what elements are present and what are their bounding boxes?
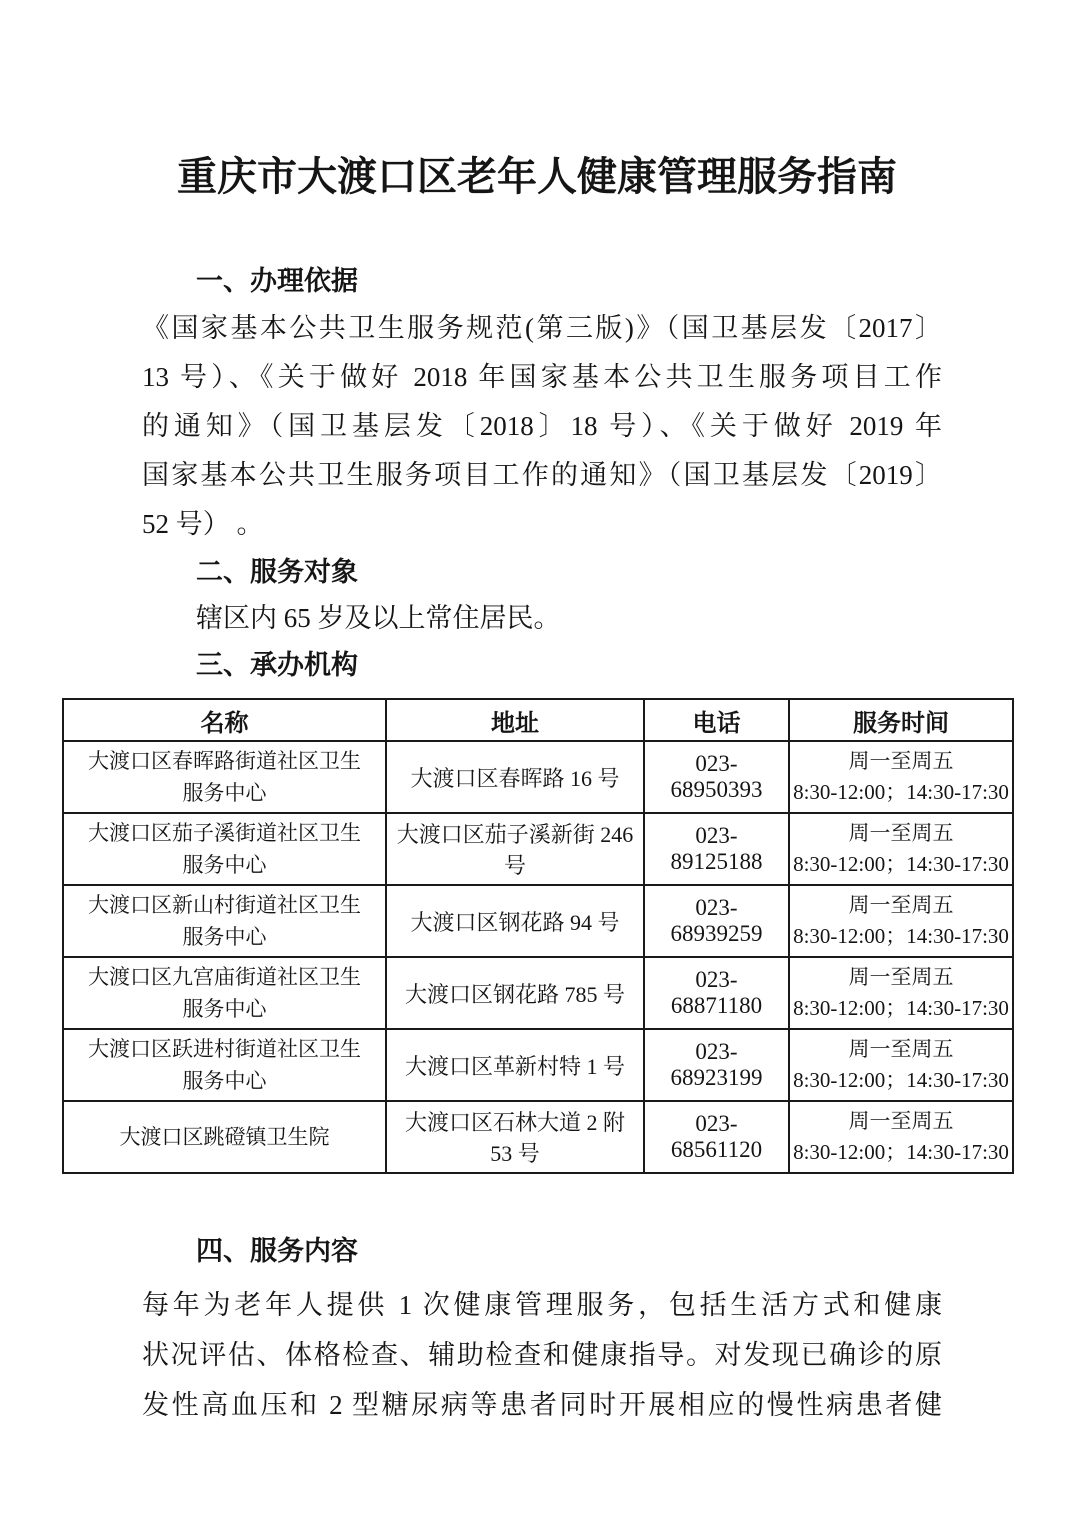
column-header-hours: 服务时间 [789, 699, 1013, 741]
cell-agency-name: 大渡口区新山村街道社区卫生服务中心 [63, 885, 386, 957]
section-basis-paragraph [142, 304, 942, 549]
paragraph-line: 52 号） 。 [142, 509, 264, 539]
agencies-table-header [63, 699, 1013, 741]
cell-agency-address: 大渡口区春晖路 16 号 [386, 741, 644, 813]
section-basis [142, 258, 942, 688]
agencies-table [62, 698, 1014, 1174]
schedule-hours: 8:30-12:00；14:30-17:30 [793, 1068, 1009, 1092]
column-header-phone: 电话 [644, 699, 789, 741]
paragraph-line: 状况评估、体格检查、辅助检查和健康指导。对发现已确诊的原 [142, 1340, 942, 1370]
cell-agency-phone: 023-68923199 [644, 1029, 789, 1101]
cell-agency-address: 大渡口区石林大道 2 附 53 号 [386, 1101, 644, 1173]
table-row [63, 957, 1013, 1029]
section-content-paragraph [142, 1280, 942, 1430]
schedule-hours: 8:30-12:00；14:30-17:30 [793, 1140, 1009, 1164]
schedule-days: 周一至周五 [848, 749, 954, 773]
cell-agency-name: 大渡口区九宫庙街道社区卫生服务中心 [63, 957, 386, 1029]
section-agencies-heading: 三、承办机构 [196, 650, 358, 680]
cell-agency-phone: 023-68939259 [644, 885, 789, 957]
schedule-days: 周一至周五 [848, 893, 954, 917]
cell-agency-name: 大渡口区茄子溪街道社区卫生服务中心 [63, 813, 386, 885]
cell-agency-schedule [789, 957, 1013, 1029]
table-row [63, 1101, 1013, 1173]
paragraph-line: 《国家基本公共卫生服务规范(第三版)》（国卫基层发〔2017〕 [142, 313, 942, 343]
table-row [63, 1029, 1013, 1101]
cell-agency-name: 大渡口区春晖路街道社区卫生服务中心 [63, 741, 386, 813]
section-target-body: 辖区内 65 岁及以上常住居民。 [196, 603, 561, 633]
cell-agency-schedule [789, 1029, 1013, 1101]
cell-agency-phone: 023-68871180 [644, 957, 789, 1029]
cell-agency-schedule [789, 741, 1013, 813]
schedule-days: 周一至周五 [848, 1037, 954, 1061]
cell-agency-address: 大渡口区革新村特 1 号 [386, 1029, 644, 1101]
paragraph-line: 每年为老年人提供 1 次健康管理服务，包括生活方式和健康 [142, 1290, 942, 1320]
table-row [63, 885, 1013, 957]
column-header-name: 名称 [63, 699, 386, 741]
schedule-days: 周一至周五 [848, 1109, 954, 1133]
schedule-days: 周一至周五 [848, 821, 954, 845]
cell-agency-phone: 023-68561120 [644, 1101, 789, 1173]
header-row [63, 699, 1013, 741]
cell-agency-schedule [789, 885, 1013, 957]
schedule-hours: 8:30-12:00；14:30-17:30 [793, 996, 1009, 1020]
column-header-address: 地址 [386, 699, 644, 741]
cell-agency-address: 大渡口区钢花路 785 号 [386, 957, 644, 1029]
cell-agency-phone: 023-68950393 [644, 741, 789, 813]
table-row [63, 813, 1013, 885]
section-target-heading: 二、服务对象 [196, 557, 358, 587]
section-basis-heading: 一、办理依据 [196, 266, 358, 296]
table-row [63, 741, 1013, 813]
schedule-days: 周一至周五 [848, 965, 954, 989]
cell-agency-name: 大渡口区跳磴镇卫生院 [63, 1101, 386, 1173]
agencies-table-body [63, 741, 1013, 1173]
cell-agency-address: 大渡口区钢花路 94 号 [386, 885, 644, 957]
cell-agency-address: 大渡口区茄子溪新街 246 号 [386, 813, 644, 885]
cell-agency-name: 大渡口区跃进村街道社区卫生服务中心 [63, 1029, 386, 1101]
paragraph-line: 国家基本公共卫生服务项目工作的通知》（国卫基层发〔2019〕 [142, 460, 942, 490]
section-content-heading: 四、服务内容 [196, 1236, 358, 1266]
schedule-hours: 8:30-12:00；14:30-17:30 [793, 924, 1009, 948]
paragraph-line: 13 号）、《关于做好 2018 年国家基本公共卫生服务项目工作 [142, 362, 942, 392]
cell-agency-schedule [789, 1101, 1013, 1173]
schedule-hours: 8:30-12:00；14:30-17:30 [793, 780, 1009, 804]
cell-agency-schedule [789, 813, 1013, 885]
cell-agency-phone: 023-89125188 [644, 813, 789, 885]
section-content [142, 1230, 942, 1430]
paragraph-line: 发性高血压和 2 型糖尿病等患者同时开展相应的慢性病患者健 [142, 1390, 942, 1420]
document-title: 重庆市大渡口区老年人健康管理服务指南 [177, 154, 897, 199]
schedule-hours: 8:30-12:00；14:30-17:30 [793, 852, 1009, 876]
paragraph-line: 的通知》（国卫基层发〔2018〕18 号）、《关于做好 2019 年 [142, 411, 942, 441]
